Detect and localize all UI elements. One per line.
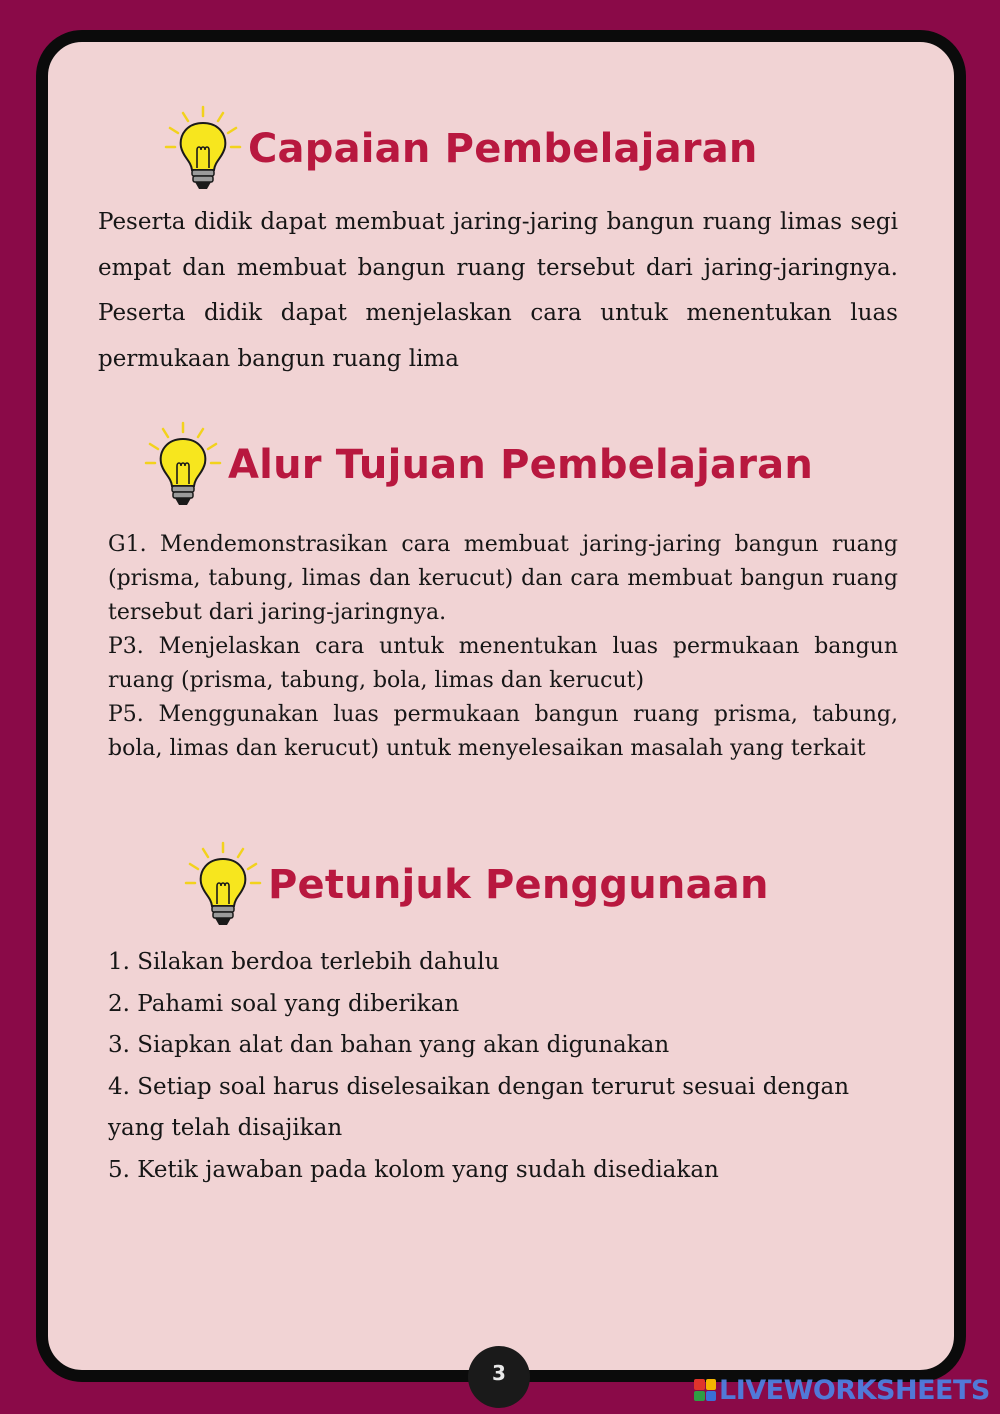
list-item: 3. Siapkan alat dan bahan yang akan digunakan (108, 1032, 670, 1059)
list-item: P3. Menjelaskan cara untuk menentukan luas permukaan bangun ruang (prisma, tabung, bola, limas dan kerucut) (108, 634, 898, 693)
page-number: 3 (468, 1346, 530, 1408)
lightbulb-icon (142, 420, 224, 510)
content-card (36, 30, 966, 1382)
list-item: G1. Mendemonstrasikan cara membuat jaring-jaring bangun ruang (prisma, tabung, limas dan kerucut) dan cara membuat bangun ruang tersebut dari jaring-jaringnya. (108, 532, 898, 625)
petunjuk-heading (182, 840, 769, 930)
section-title: Alur Tujuan Pembelajaran (228, 442, 814, 488)
list-item: 2. Pahami soal yang diberikan (108, 990, 460, 1017)
watermark-text: LIVEWORKSHEETS (719, 1374, 990, 1406)
list-item: 5. Ketik jawaban pada kolom yang sudah disediakan (108, 1156, 719, 1183)
capaian-text: Peserta didik dapat membuat jaring-jaring bangun ruang limas segi empat dan membuat bangun ruang tersebut dari jaring-jaringnya. Peserta didik dapat menjelaskan cara untuk menentukan luas permukaan bangun ruang lima (98, 209, 898, 372)
capaian-heading (162, 104, 758, 194)
section-title: Petunjuk Penggunaan (268, 862, 769, 908)
list-item: 4. Setiap soal harus diselesaikan dengan terurut sesuai dengan yang telah disajikan (108, 1073, 850, 1142)
liveworksheets-logo-icon (694, 1379, 716, 1401)
alur-list (108, 528, 898, 766)
lightbulb-icon (182, 840, 264, 930)
liveworksheets-watermark (694, 1374, 990, 1406)
list-item: P5. Menggunakan luas permukaan bangun ruang prisma, tabung, bola, limas dan kerucut) untuk menyelesaikan masalah yang terkait (108, 702, 898, 761)
section-title: Capaian Pembelajaran (248, 126, 758, 172)
list-item: 1. Silakan berdoa terlebih dahulu (108, 949, 500, 975)
alur-heading (142, 420, 813, 510)
lightbulb-icon (162, 104, 244, 194)
petunjuk-list (108, 942, 908, 1192)
